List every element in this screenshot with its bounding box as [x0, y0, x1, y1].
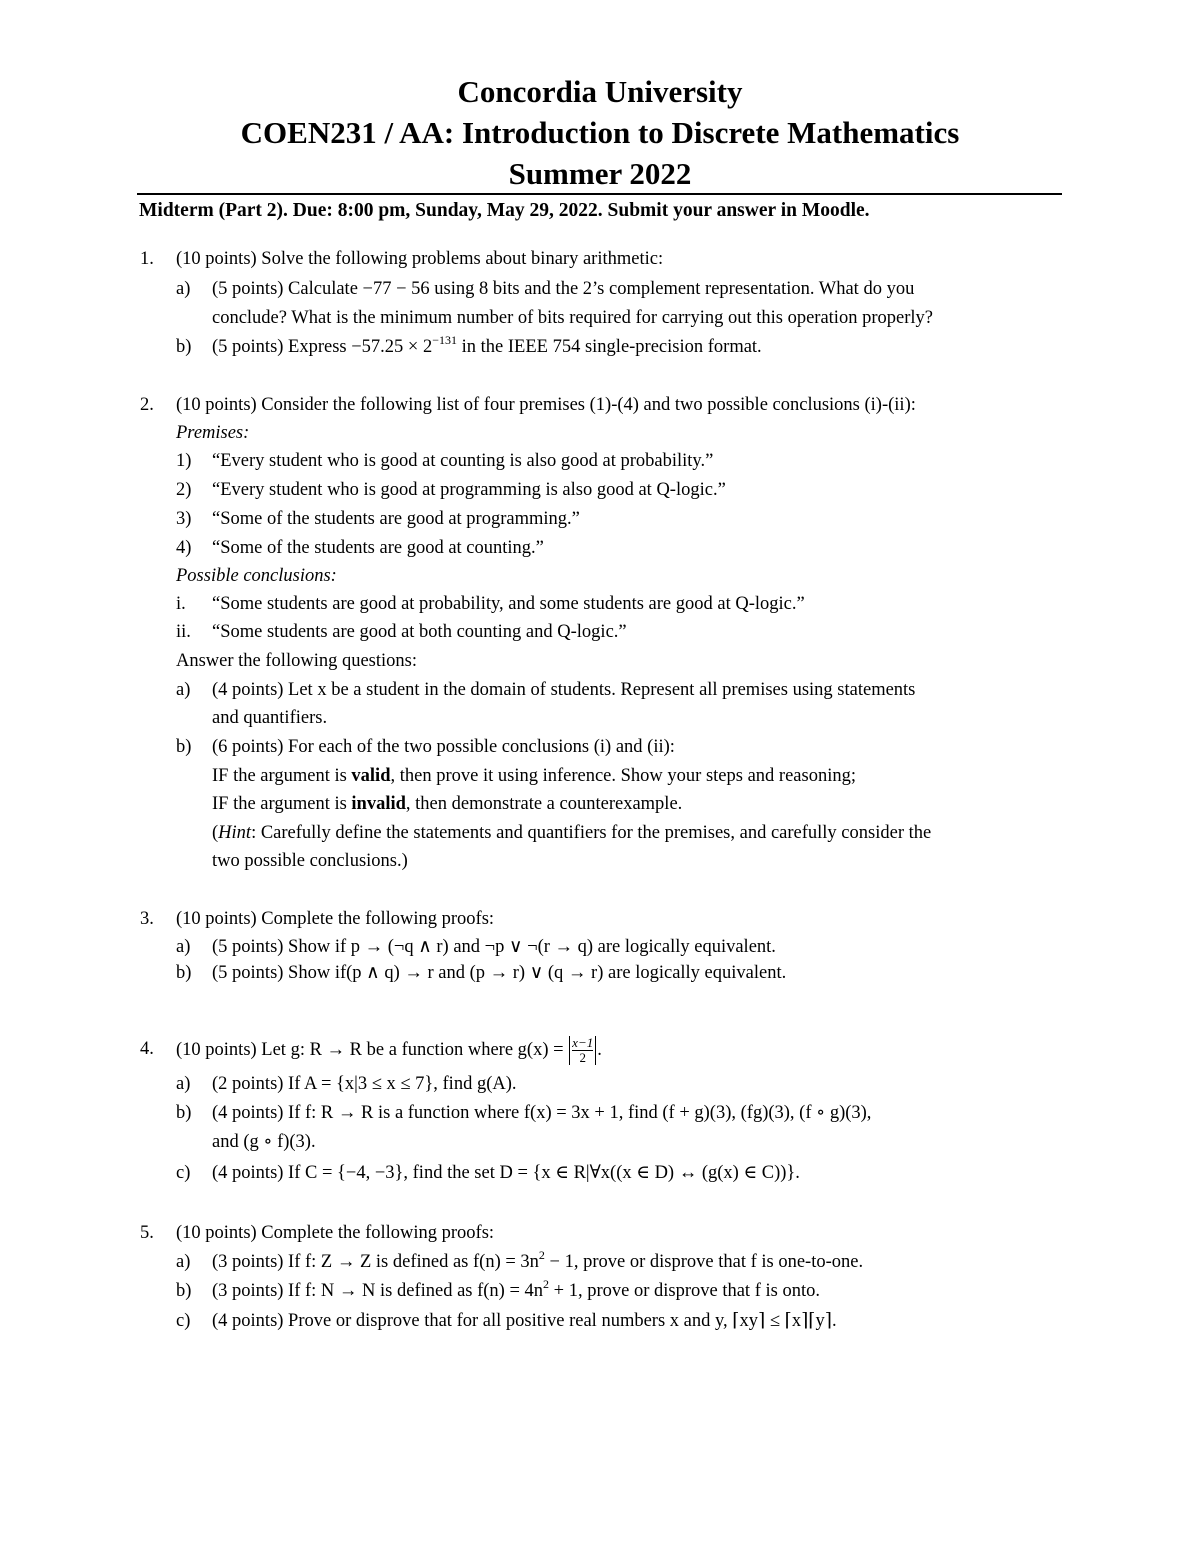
conclusion-marker: ii.	[176, 622, 191, 642]
q2b-hint-line: (Hint: Carefully define the statements and quantifiers for the premises, and carefully consider the	[212, 823, 932, 843]
q5c-text: (4 points) Prove or disprove that for all positive real numbers x and y, ⌈xy⌉ ≤ ⌈x⌉⌈y⌉.	[212, 1311, 837, 1331]
q1a-text-line2: conclude? What is the minimum number of bits required for carrying out this operation properly?	[212, 308, 933, 328]
answer-label: Answer the following questions:	[176, 651, 417, 671]
q2b-invalid-line: IF the argument is invalid, then demonstrate a counterexample.	[212, 794, 683, 814]
premises-label: Premises:	[176, 423, 250, 443]
conclusion-text: “Some students are good at both counting and Q-logic.”	[212, 622, 627, 642]
q4b-text-line1: (4 points) If f: R → R is a function where f(x) = 3x + 1, find (f + g)(3), (fg)(3), (f ∘ g)(3),	[212, 1103, 872, 1123]
q5-intro: (10 points) Complete the following proofs:	[176, 1223, 495, 1243]
conclusion-text: “Some students are good at probability, and some students are good at Q-logic.”	[212, 594, 805, 614]
premise-marker: 4)	[176, 538, 192, 558]
q4a-marker: a)	[176, 1074, 191, 1094]
header-divider	[137, 193, 1062, 195]
q2a-text-line1: (4 points) Let x be a student in the domain of students. Represent all premises using statements	[212, 680, 916, 700]
q5a-text: (3 points) If f: Z → Z is defined as $f(n) = 3n^2 - 1$, prove or disprove that f is one-to-one.	[212, 1247, 864, 1272]
conclusion-marker: i.	[176, 594, 186, 614]
q1-intro: (10 points) Solve the following problems about binary arithmetic:	[176, 249, 664, 269]
q1b-text: (5 points) Express $-57.25 \times 2^{-131}$ in the IEEE 754 single-precision format.	[212, 332, 762, 357]
q2b-hint-line2: two possible conclusions.)	[212, 851, 408, 871]
term-title: Summer 2022	[508, 156, 692, 191]
q2b-valid-line: IF the argument is valid, then prove it using inference. Show your steps and reasoning;	[212, 766, 856, 786]
q4-number: 4.	[140, 1039, 154, 1059]
premise-marker: 1)	[176, 451, 192, 471]
q4b-marker: b)	[176, 1103, 192, 1123]
q2b-text-line1: (6 points) For each of the two possible conclusions (i) and (ii):	[212, 737, 675, 757]
premise-text: “Every student who is good at programming is also good at Q-logic.”	[212, 480, 726, 500]
q2-intro: (10 points) Consider the following list of four premises (1)-(4) and two possible conclusions (i)-(ii):	[176, 395, 916, 415]
q1a-marker: a)	[176, 279, 191, 299]
premise-text: “Some of the students are good at counting.”	[212, 538, 544, 558]
premise-marker: 3)	[176, 509, 192, 529]
q4-intro: (10 points) Let g: R → R be a function where g(x) = $\frac{x-1}{2}$ .	[176, 1035, 602, 1065]
q4a-text: (2 points) If A = {x|3 ≤ x ≤ 7}, find g(A).	[212, 1074, 517, 1094]
q5c-marker: c)	[176, 1311, 191, 1331]
q3b-marker: b)	[176, 963, 192, 983]
q2a-marker: a)	[176, 680, 191, 700]
q5-number: 5.	[140, 1223, 154, 1243]
q5b-marker: b)	[176, 1281, 192, 1301]
q4c-text: (4 points) If C = {−4, −3}, find the set D = {x ∈ R|∀x((x ∈ D) ↔ (g(x) ∈ C))}.	[212, 1163, 800, 1183]
course-title: COEN231 / AA: Introduction to Discrete Mathematics	[240, 115, 960, 150]
university-title: Concordia University	[457, 74, 743, 109]
q5b-text: (3 points) If f: N → N is defined as $f(n) = 4n^2 + 1$, prove or disprove that f is onto.	[212, 1276, 820, 1301]
q2b-marker: b)	[176, 737, 192, 757]
q3-number: 3.	[140, 909, 154, 929]
exam-subtitle: Midterm (Part 2). Due: 8:00 pm, Sunday, May 29, 2022. Submit your answer in Moodle.	[139, 200, 870, 221]
q3a-text: (5 points) Show if p → (¬q ∧ r) and ¬p ∨ ¬(r → q) are logically equivalent.	[212, 937, 776, 957]
q1a-text-line1: (5 points) Calculate −77 − 56 using 8 bits and the 2’s complement representation. What do you	[212, 279, 915, 299]
q5a-marker: a)	[176, 1252, 191, 1272]
q4b-text-line2: and (g ∘ f)(3).	[212, 1132, 316, 1152]
q1-number: 1.	[140, 249, 154, 269]
premise-text: “Some of the students are good at programming.”	[212, 509, 580, 529]
q3a-marker: a)	[176, 937, 191, 957]
q3b-text: (5 points) Show if(p ∧ q) → r and (p → r) ∨ (q → r) are logically equivalent.	[212, 963, 787, 983]
q2a-text-line2: and quantifiers.	[212, 708, 328, 728]
q2-number: 2.	[140, 395, 154, 415]
conclusions-label: Possible conclusions:	[176, 566, 337, 586]
q1b-marker: b)	[176, 337, 192, 357]
floor-fraction: $\frac{x-1}{2}$	[569, 1036, 596, 1065]
premise-text: “Every student who is good at counting is also good at probability.”	[212, 451, 714, 471]
q4c-marker: c)	[176, 1163, 191, 1183]
q3-intro: (10 points) Complete the following proofs:	[176, 909, 495, 929]
premise-marker: 2)	[176, 480, 192, 500]
